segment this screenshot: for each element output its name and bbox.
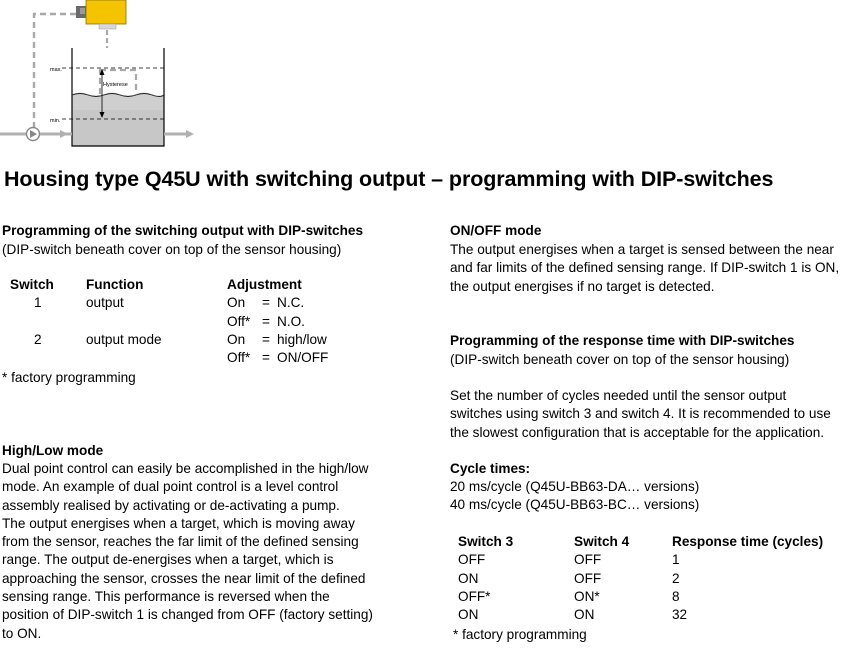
highlow-paragraph: Dual point control can easily be accomplished in the high/low mode. An example of dual point control is a level control assembly realised by activating or de-activating a pump. The output energises when a target, which is moving away from the sensor, reaches the far limit of the defined sensing range. The output de-energises when a target, which is approaching the sensor, crosses the near limit of the defined sensing range. This performance is reversed when the position of DIP-switch 1 is changed from OFF (factory setting) to ON.	[2, 461, 373, 641]
col-header-response-time: Response time (cycles)	[672, 534, 824, 549]
onoff-paragraph: The output energises when a target is sensed between the near and far limits of the defined sensing range. If DIP-switch 1 is ON, the output energises if no target is detected.	[450, 242, 840, 294]
hysterese-label: Hysterese	[103, 82, 128, 88]
onoff-heading: ON/OFF mode	[450, 223, 542, 238]
factory-note-right: * factory programming	[453, 627, 587, 642]
col-header-adjustment: Adjustment	[227, 277, 302, 292]
factory-note: * factory programming	[2, 370, 136, 385]
max-label: max.	[50, 67, 62, 73]
col-header-function: Function	[86, 277, 144, 292]
table-row: ON ON 32	[458, 607, 688, 623]
dip-subheading: (DIP-switch beneath cover on top of the sensor housing)	[2, 242, 342, 257]
col-header-switch3: Switch 3	[458, 534, 514, 549]
table-row: 1 output On = N.C.	[34, 295, 305, 311]
table-row: OFF* ON* 8	[458, 588, 680, 604]
response-subheading: (DIP-switch beneath cover on top of the sensor housing)	[450, 352, 790, 367]
response-time-table	[458, 534, 823, 625]
col-header-switch: Switch	[10, 277, 54, 292]
response-heading: Programming of the response time with DIP-switches	[450, 333, 795, 348]
min-label: min.	[50, 118, 61, 124]
table-row: OFF OFF 1	[458, 552, 680, 568]
cycle-heading: Cycle times:	[450, 461, 531, 476]
table-row: ON OFF 2	[458, 570, 680, 586]
table-row: Off* = ON/OFF	[227, 350, 329, 366]
level-control-diagram	[0, 0, 200, 150]
dip-heading: Programming of the switching output with DIP-switches	[2, 223, 363, 238]
response-paragraph: Set the number of cycles needed until the sensor output switches using switch 3 and switch 4. It is recommended to use the slowest configuration that is acceptable for the application.	[450, 388, 831, 440]
table-row: 2 output mode On = high/low	[34, 331, 327, 347]
cycle-times: 20 ms/cycle (Q45U-BB63-DA… versions) 40 ms/cycle (Q45U-BB63-BC… versions)	[450, 479, 700, 513]
page-title: Housing type Q45U with switching output – programming with DIP-switches	[4, 167, 774, 191]
ultrasonic-sensor-icon	[76, 0, 126, 29]
dip-switch-table	[10, 277, 328, 368]
col-header-switch4: Switch 4	[574, 534, 630, 549]
table-row: Off* = N.O.	[227, 313, 305, 329]
highlow-heading: High/Low mode	[2, 443, 104, 458]
